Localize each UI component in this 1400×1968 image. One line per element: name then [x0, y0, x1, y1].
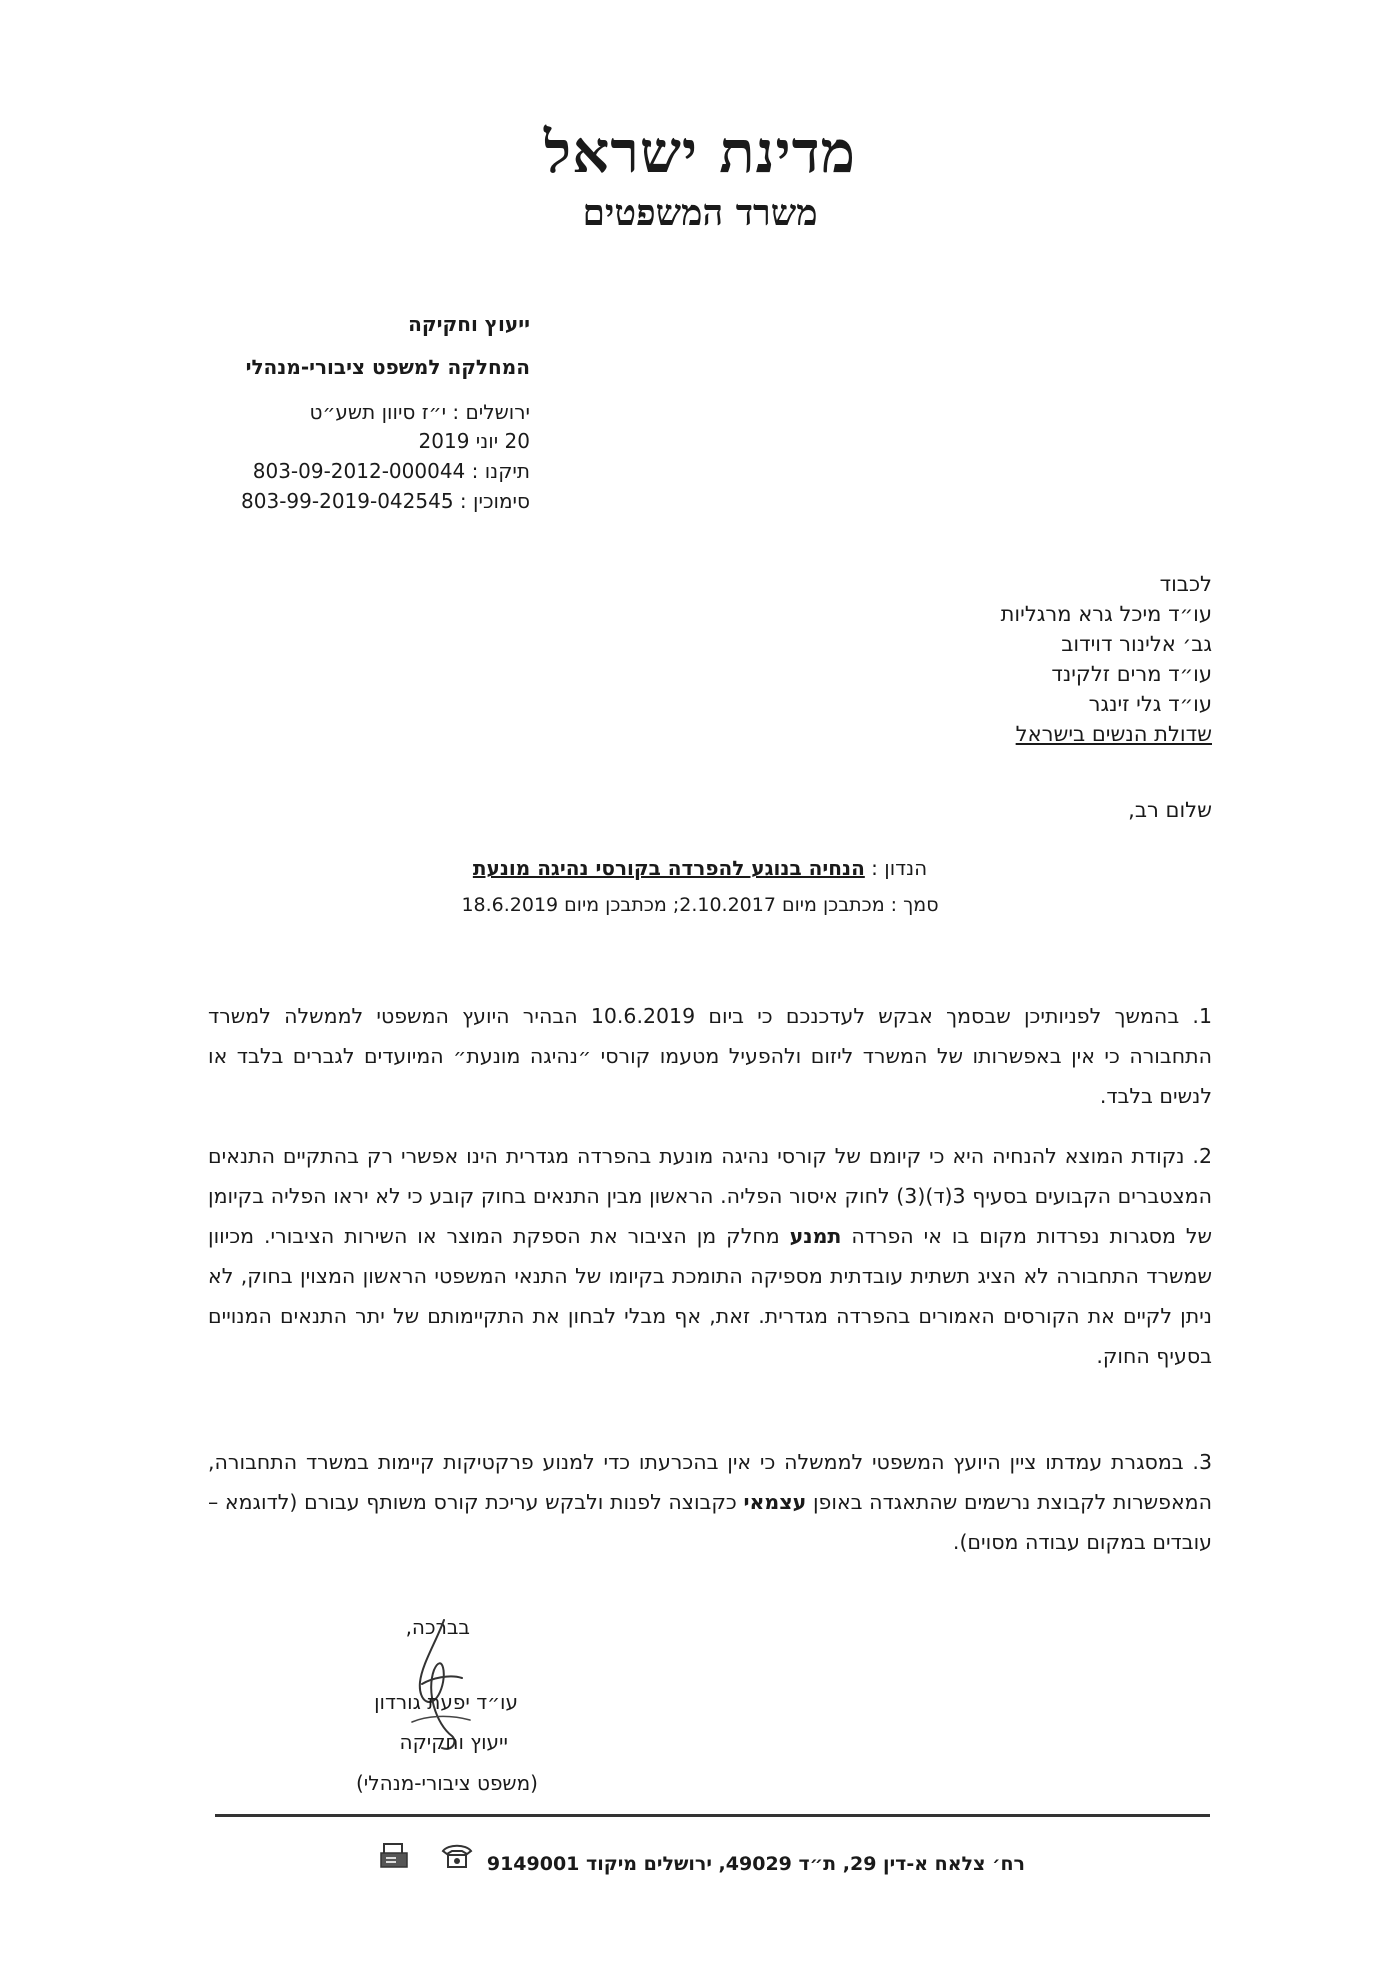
signature-name: עו״ד יפעת גורדון: [374, 1690, 518, 1714]
paragraph-text: במסגרת עמדתו ציין היועץ המשפטי לממשלה כי אין בהכרעתו כדי למנוע פרקטיקות קיימות במשרד התחבורה, המאפשרות לקבוצת נרשמים שהתאגדה באופן: [208, 1450, 1212, 1514]
greeting: שלום רב,: [1128, 798, 1212, 822]
recipient-name: עו״ד גלי זינגר: [1088, 692, 1212, 716]
recipient-name: עו״ד מיכל גרא מרגליות: [1000, 602, 1212, 626]
fax-icon: [378, 1842, 412, 1870]
paragraph-number: 2.: [1192, 1144, 1212, 1168]
paragraph-number: 3.: [1192, 1450, 1212, 1474]
sender-unit: ייעוץ וחקיקה: [408, 312, 530, 336]
date-hebrew: ירושלים : י״ז סיוון תשע״ט: [309, 400, 530, 424]
paragraph-number: 1.: [1192, 1004, 1212, 1028]
reference-number: סימוכין : 803-99-2019-042545: [241, 489, 530, 513]
signature-unit: ייעוץ וחקיקה: [399, 1730, 508, 1754]
paragraph-emphasis: תמנע: [789, 1224, 842, 1248]
subject-reference: סמך : מכתבכן מיום 2.10.2017; מכתבכן מיום 18.6.2019: [461, 894, 939, 916]
paragraph-text: נקודת המוצא להנחיה היא כי קיומם של קורסי נהיגה מונעת בהפרדה מגדרית הינו אפשרי רק בהתקיים התנאים המצטברים הקבועים בסעיף 3(ד)(3) לחוק איסור הפליה. הראשון מבין התנאים בחוק קובע כי לא יראו הפליה בקיומן של מסגרות נפרדות מקום בו אי הפרדה: [208, 1144, 1212, 1248]
recipient-name: עו״ד מרים זלקינד: [1051, 662, 1212, 686]
letterhead-subtitle: משרד המשפטים: [582, 192, 818, 234]
subject-text: הנחיה בנוגע להפרדה בקורסי נהיגה מונעת: [472, 856, 865, 880]
footer-divider: [215, 1814, 1210, 1817]
sender-department: המחלקה למשפט ציבורי-מנהלי: [245, 355, 530, 379]
body-paragraph-2: [208, 1136, 1212, 1376]
recipient-name: גב׳ אלינור דוידוב: [1061, 632, 1212, 656]
footer-address: רח׳ צלאח א-דין 29, ת״ד 49029, ירושלים מיקוד 9149001: [486, 1853, 1025, 1875]
subject-label: הנדון :: [864, 856, 928, 880]
date-gregorian: 20 יוני 2019: [418, 429, 530, 453]
paragraph-text: בהמשך לפניותיכן שבסמך אבקש לעדכנכם כי ביום 10.6.2019 הבהיר היועץ המשפטי לממשלה למשרד התחבורה כי אין באפשרותו של המשרד ליזום ולהפעיל מטעמו קורסי ״נהיגה מונעת״ המיועדים לגברים בלבד או לנשים בלבד.: [208, 1004, 1212, 1108]
recipient-honor: לכבוד: [1159, 572, 1212, 596]
paragraph-text: מחלק מן הציבור את הספקת המוצר או השירות הציבורי. מכיוון שמשרד התחבורה לא הציג תשתית עובדתית מספיקה התומכת בקיומו של התנאי המשפטי הראשון המצוין בחוק, לא ניתן לקיים את הקורסים האמורים בהפרדה מגדרית. זאת, אף מבלי לבחון את התקיימותם של יתר התנאים המנויים בסעיף החוק.: [208, 1224, 1212, 1368]
recipient-organization: שדולת הנשים בישראל: [1015, 722, 1212, 746]
body-paragraph-3: [208, 1442, 1212, 1562]
signature-department: (משפט ציבורי-מנהלי): [355, 1771, 538, 1795]
phone-icon: [440, 1842, 474, 1870]
file-number: תיקנו : 803-09-2012-000044: [252, 459, 530, 483]
letterhead-title: מדינת ישראל: [543, 118, 857, 186]
paragraph-emphasis: עצמאי: [743, 1490, 807, 1514]
body-paragraph-1: [208, 996, 1212, 1116]
paragraph-text: כקבוצה לפנות ולבקש עריכת קורס משותף עבורם (לדוגמא – עובדים במקום עבודה מסוים).: [208, 1490, 1212, 1554]
signature-closing: בברכה,: [405, 1615, 470, 1639]
subject-line: [0, 856, 1400, 880]
